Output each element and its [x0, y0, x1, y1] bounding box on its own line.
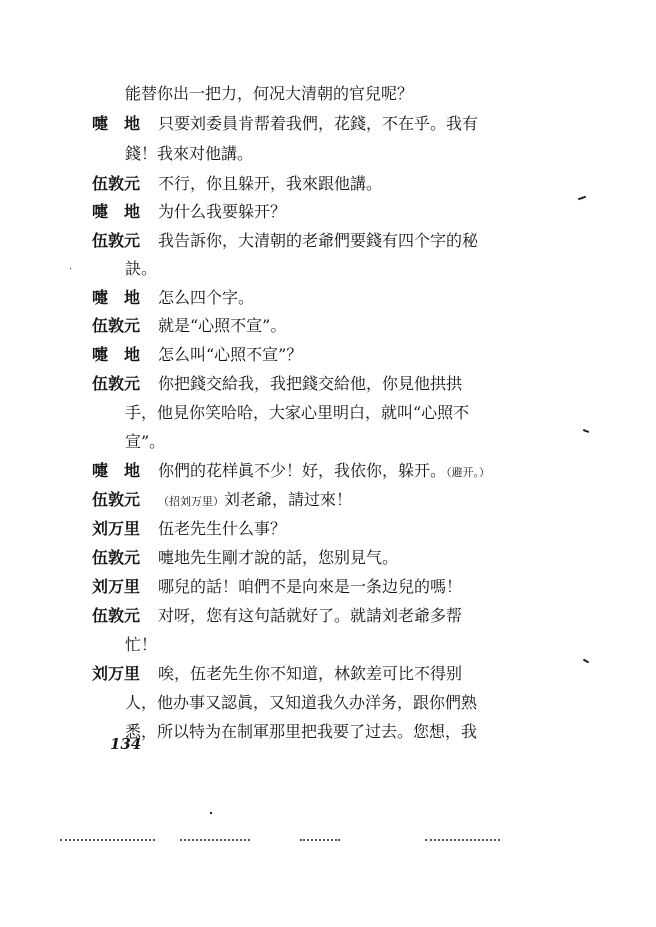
scan-dots — [180, 839, 250, 843]
scan-dots — [60, 839, 155, 843]
dialogue-text: 怎么叫“心照不宣”？ — [158, 345, 303, 364]
dialogue-continuation: 宣”。 — [125, 432, 166, 451]
scan-dots — [300, 839, 340, 843]
dialogue-text: 不行，你且躲开，我來跟他講。 — [158, 174, 383, 193]
speaker-label: 伍敦元 — [92, 374, 141, 393]
scan-dots — [425, 839, 500, 843]
dialogue-continuation: 悉，所以特为在制軍那里把我要了过去。您想，我 — [125, 722, 478, 741]
dialogue-text: 怎么四个字。 — [158, 288, 255, 307]
speaker-label: 伍敦元 — [92, 174, 141, 193]
speaker-label: 伍敦元 — [92, 316, 141, 335]
scan-speck — [583, 429, 589, 433]
dialogue-text: 就是“心照不宣”。 — [158, 316, 287, 335]
scan-speck — [70, 268, 71, 269]
speaker-label: 嚏 地 — [92, 114, 141, 133]
speaker-label: 伍敦元 — [92, 548, 141, 567]
dialogue-continuation: 手，他見你笑哈哈，大家心里明白，就叫“心照不 — [125, 403, 470, 422]
dialogue-text — [158, 490, 352, 512]
dialogue-continuation: 錢！我來对他講。 — [125, 144, 254, 163]
dialogue-text: 嚏地先生剛才說的話，您别見气。 — [158, 548, 399, 567]
dialogue-text: 唉，伍老先生你不知道，林欽差可比不得别 — [158, 664, 463, 683]
page-number: 134 — [110, 735, 142, 753]
scan-speck — [583, 659, 589, 664]
dialogue-continuation: 忙！ — [125, 635, 158, 654]
dialogue-text — [158, 461, 490, 483]
dialogue-text: 你把錢交給我，我把錢交給他，你見他拱拱 — [158, 374, 463, 393]
scan-speck — [578, 196, 586, 201]
speaker-label: 嚏 地 — [92, 345, 141, 364]
dialogue-text: 哪兒的話！咱們不是向來是一条边兒的嗎！ — [158, 577, 463, 596]
dialogue-text: 伍老先生什么事？ — [158, 519, 287, 538]
speaker-label: 伍敦元 — [92, 490, 141, 509]
speaker-label: 伍敦元 — [92, 231, 141, 250]
speaker-label: 刘万里 — [92, 519, 141, 538]
dialogue-continuation: 訣。 — [125, 259, 158, 278]
speaker-label: 刘万里 — [92, 577, 141, 596]
dialogue-text: 我告訴你，大清朝的老爺們要錢有四个字的秘 — [158, 231, 479, 250]
speaker-label: 嚏 地 — [92, 461, 141, 480]
stage-direction: （招刘万里） — [158, 495, 224, 508]
text-line-1: 能替你出一把力，何况大清朝的官兒呢？ — [125, 84, 414, 103]
speaker-label: 刘万里 — [92, 664, 141, 683]
dialogue-text: 为什么我要躲开？ — [158, 202, 287, 221]
speaker-label: 嚏 地 — [92, 202, 141, 221]
speaker-label: 嚏 地 — [92, 288, 141, 307]
dialogue-text: 只要刘委員肯帮着我們，花錢，不在乎。我有 — [158, 114, 479, 133]
stage-direction: （避开。） — [446, 466, 491, 479]
dialogue-text-main: 你們的花样眞不少！好，我依你，躲开。 — [158, 461, 447, 480]
dialogue-text-main: 刘老爺，請过來！ — [224, 490, 353, 509]
speaker-label: 伍敦元 — [92, 606, 141, 625]
dialogue-text: 对呀，您有这句話就好了。就請刘老爺多帮 — [158, 606, 463, 625]
dialogue-continuation: 人，他办事又認眞，又知道我久办洋务，跟你們熟 — [125, 693, 478, 712]
scan-speck — [210, 812, 212, 814]
